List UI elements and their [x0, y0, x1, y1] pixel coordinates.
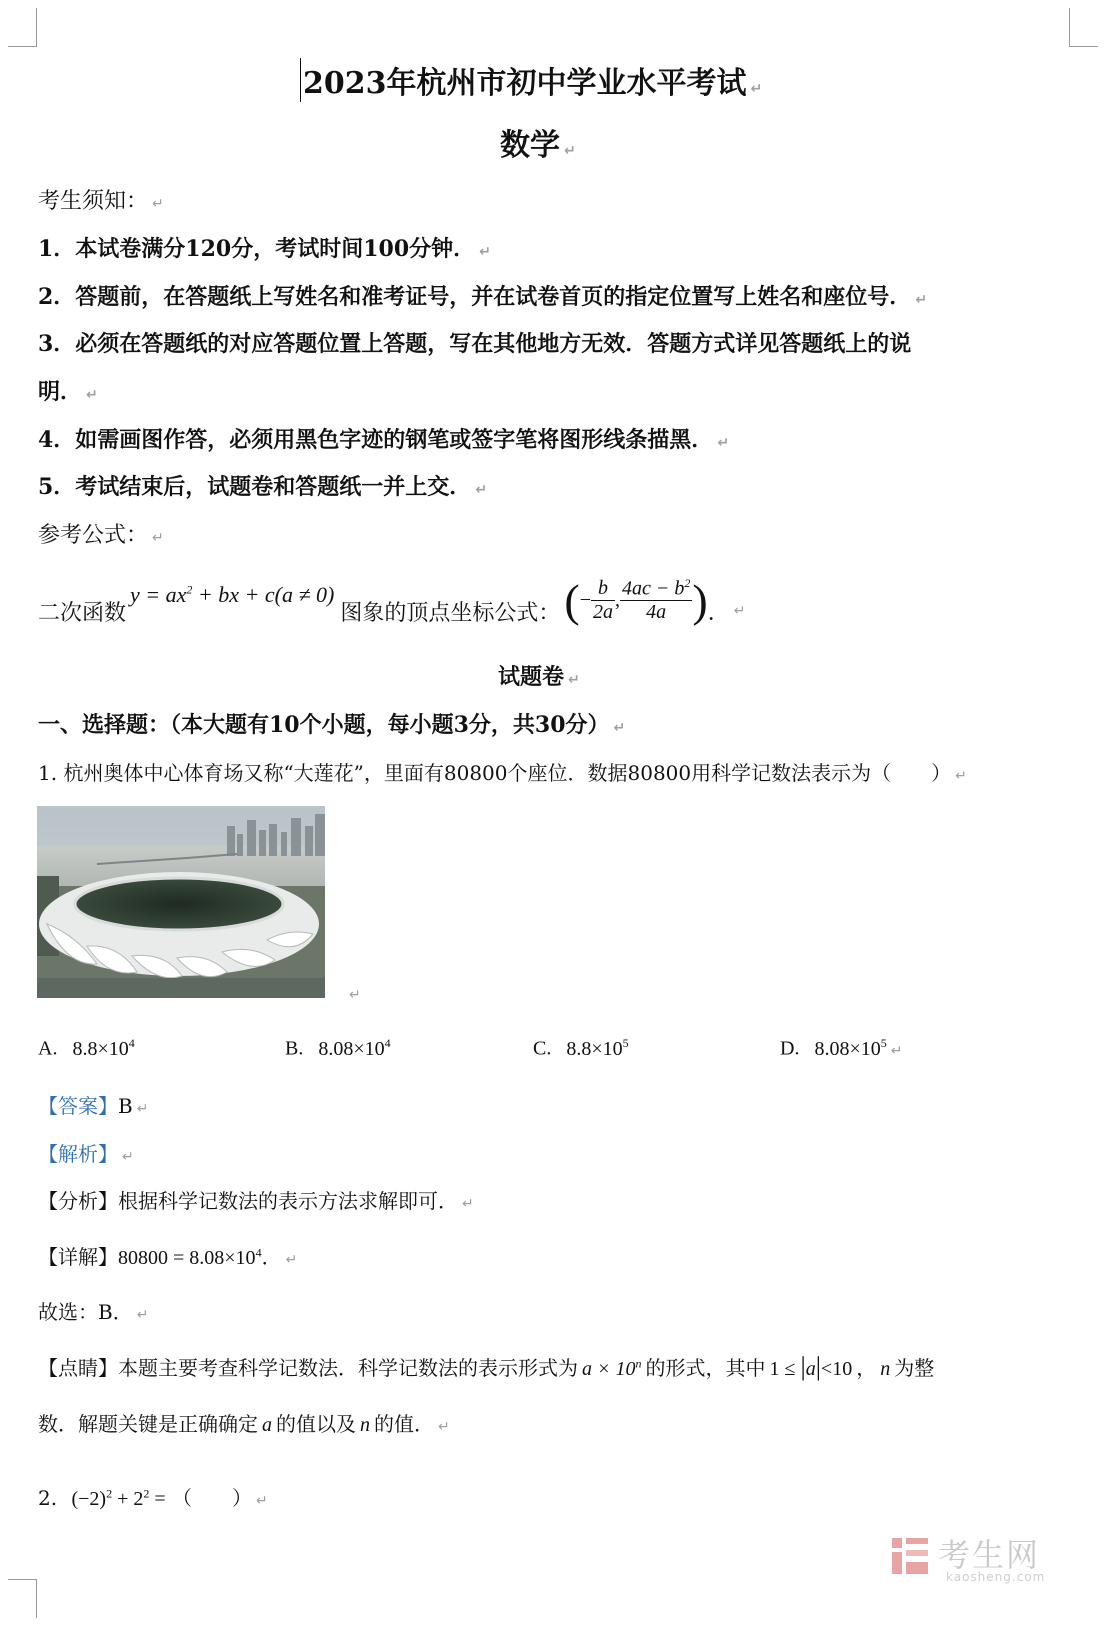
dianjing-text: 【点睛】本题主要考查科学记数法．科学记数法的表示形式为: [38, 1356, 578, 1380]
question-2-bracket: （ ）: [171, 1486, 252, 1510]
range-condition: 1 ≤ |a|<10: [769, 1352, 853, 1381]
xiangjie-tag: 【详解】: [38, 1245, 118, 1269]
dianjing-line-2: [38, 1408, 450, 1437]
paragraph-mark-icon: ↵: [285, 1252, 298, 1268]
paragraph-mark-icon: ↵: [613, 720, 626, 736]
dianjing-text: 的形式，其中: [645, 1356, 766, 1380]
question-2-expression: $(-2)^2 + 2^2$ =: [71, 1486, 166, 1510]
option-key: D.: [780, 1037, 800, 1060]
option-a: [38, 1036, 135, 1061]
formula-heading: [38, 518, 164, 549]
paragraph-mark-icon: ↵: [564, 143, 576, 159]
subject-text: 数学: [500, 128, 560, 163]
xiangjie-math: 80800 = 8.08×10: [118, 1247, 256, 1269]
watermark-cn: 考生网: [938, 1536, 1041, 1574]
notice-item-5: [38, 470, 487, 501]
notice-item-4: [38, 423, 729, 454]
notice-item-text: 明．: [38, 379, 83, 405]
formula-heading-text: 参考公式：: [38, 523, 149, 548]
stadium-illustration: [37, 806, 325, 998]
paragraph-mark-icon: ↵: [890, 1042, 903, 1059]
paragraph-mark-icon: ↵: [955, 768, 967, 784]
guxuan-text: 故选：B．: [38, 1300, 133, 1324]
answer-tag: 【答案】: [38, 1094, 118, 1118]
option-exponent: 5: [880, 1036, 887, 1050]
paragraph-mark-icon: ↵: [136, 1307, 149, 1323]
image-paragraph-mark: [345, 984, 361, 1003]
question-1-text: 1. 杭州奥体中心体育场又称“大莲花”，里面有80800个座位．数据80800用科学记数法表示为（ ）: [38, 761, 952, 785]
crop-mark-top-left: [8, 8, 37, 47]
stadium-photo: [37, 806, 325, 998]
formula-suffix: ．: [707, 600, 730, 626]
notice-item-text: 3．必须在答题纸的对应答题位置上答题，写在其他地方无效．答题方式详见答题纸上的说: [38, 331, 912, 357]
crop-mark-top-right: [1069, 8, 1098, 47]
fenxi-text: 【分析】根据科学记数法的表示方法求解即可．: [38, 1189, 458, 1213]
option-value: 8.8×10: [72, 1037, 129, 1060]
question-2: [38, 1482, 268, 1511]
section-label-text: 试题卷: [498, 664, 565, 690]
crop-mark-bottom-left: [8, 1579, 37, 1618]
notice-item-text: 1．本试卷满分120分，考试时间100分钟．: [38, 236, 476, 262]
formula-middle: 图象的顶点坐标公式：: [340, 600, 561, 626]
dianjing-text: 为整: [894, 1356, 935, 1380]
dianjing-text: 的值以及: [276, 1412, 356, 1436]
option-c: [533, 1036, 629, 1061]
paragraph-mark-icon: ↵: [122, 1149, 134, 1165]
option-key: C.: [533, 1037, 552, 1060]
formula-prefix: 二次函数: [38, 600, 127, 626]
paragraph-mark-icon: ↵: [255, 1493, 268, 1509]
option-exponent: 4: [384, 1036, 391, 1050]
section-label: [498, 660, 580, 691]
paragraph-mark-icon: ↵: [349, 987, 361, 1003]
notice-heading: [38, 184, 164, 215]
paragraph-mark-icon: ↵: [568, 672, 580, 688]
paragraph-mark-icon: ↵: [479, 244, 491, 260]
kaosheng-watermark: [888, 1528, 1058, 1588]
option-exponent: 4: [128, 1036, 135, 1050]
notice-item-2: [38, 280, 927, 311]
var-a: a: [262, 1414, 272, 1436]
sci-notation-form: $a \times 10^n$: [582, 1356, 642, 1380]
analysis-line: [38, 1138, 134, 1167]
var-n: n: [880, 1358, 891, 1380]
paragraph-mark-icon: ↵: [717, 435, 730, 451]
notice-heading-text: 考生须知：: [38, 189, 149, 214]
kaosheng-logo-icon: [888, 1532, 932, 1580]
option-d: [780, 1036, 902, 1061]
paragraph-mark-icon: ↵: [86, 387, 98, 403]
part1-heading-text: 一、选择题：（本大题有10个小题，每小题3分，共30分）: [38, 712, 610, 738]
option-value: 8.8×10: [566, 1037, 623, 1060]
notice-item-text: 2．答题前，在答题纸上写姓名和准考证号，并在试卷首页的指定位置写上姓名和座位号．: [38, 284, 912, 310]
option-key: A.: [38, 1037, 58, 1060]
paragraph-mark-icon: ↵: [152, 530, 164, 546]
paragraph-mark-icon: ↵: [750, 81, 763, 97]
option-key: B.: [285, 1037, 304, 1060]
xiangjie-end: ．: [261, 1245, 282, 1269]
var-n: n: [360, 1414, 370, 1436]
xiangjie-line: [38, 1241, 297, 1270]
quadratic-function: $y = ax^2$ + bx + c(a ≠ 0): [130, 582, 335, 607]
guxuan-line: [38, 1296, 148, 1325]
part1-heading: [38, 708, 625, 739]
xiangjie-exponent: 4: [255, 1245, 262, 1260]
paragraph-mark-icon: ↵: [152, 196, 164, 212]
notice-item-3-cont: [38, 375, 98, 406]
dianjing-text: 的值．: [374, 1412, 434, 1436]
dianjing-text: ，: [856, 1356, 877, 1380]
answer-line: [38, 1090, 148, 1119]
option-exponent: 5: [622, 1036, 629, 1050]
notice-item-3: [38, 327, 911, 358]
subject-title: [500, 120, 576, 164]
vertex-coordinates: ( − $\frac{b}{2a}$ , $\frac{4ac - b^2}{4a}$ ): [564, 574, 708, 626]
option-b: [285, 1036, 391, 1061]
notice-item-text: 4．如需画图作答，必须用黑色字迹的钢笔或签字笔将图形线条描黑．: [38, 427, 714, 453]
paragraph-mark-icon: ↵: [438, 1419, 450, 1435]
dianjing-text: 数．解题关键是正确确定: [38, 1412, 258, 1436]
analysis-tag: 【解析】: [38, 1142, 118, 1166]
question-2-label: 2.: [38, 1486, 58, 1510]
fenxi-line: [38, 1185, 474, 1214]
watermark-en: kaosheng.com: [946, 1570, 1046, 1584]
paragraph-mark-icon: ↵: [915, 292, 928, 308]
page-title: [300, 58, 762, 102]
title-text: 2023年杭州市初中学业水平考试: [303, 66, 747, 101]
option-value: 8.08×10: [318, 1037, 385, 1060]
question-1: [38, 757, 967, 786]
paragraph-mark-icon: ↵: [475, 482, 488, 498]
paragraph-mark-icon: ↵: [462, 1196, 474, 1212]
paragraph-mark-icon: ↵: [733, 603, 746, 619]
vertex-formula-line: [38, 570, 745, 630]
paragraph-mark-icon: ↵: [136, 1101, 149, 1117]
notice-item-1: [38, 232, 491, 263]
answer-value: B: [118, 1094, 133, 1118]
option-value: 8.08×10: [814, 1037, 881, 1060]
dianjing-line: [38, 1352, 934, 1382]
notice-item-text: 5．考试结束后，试题卷和答题纸一并上交．: [38, 474, 472, 500]
